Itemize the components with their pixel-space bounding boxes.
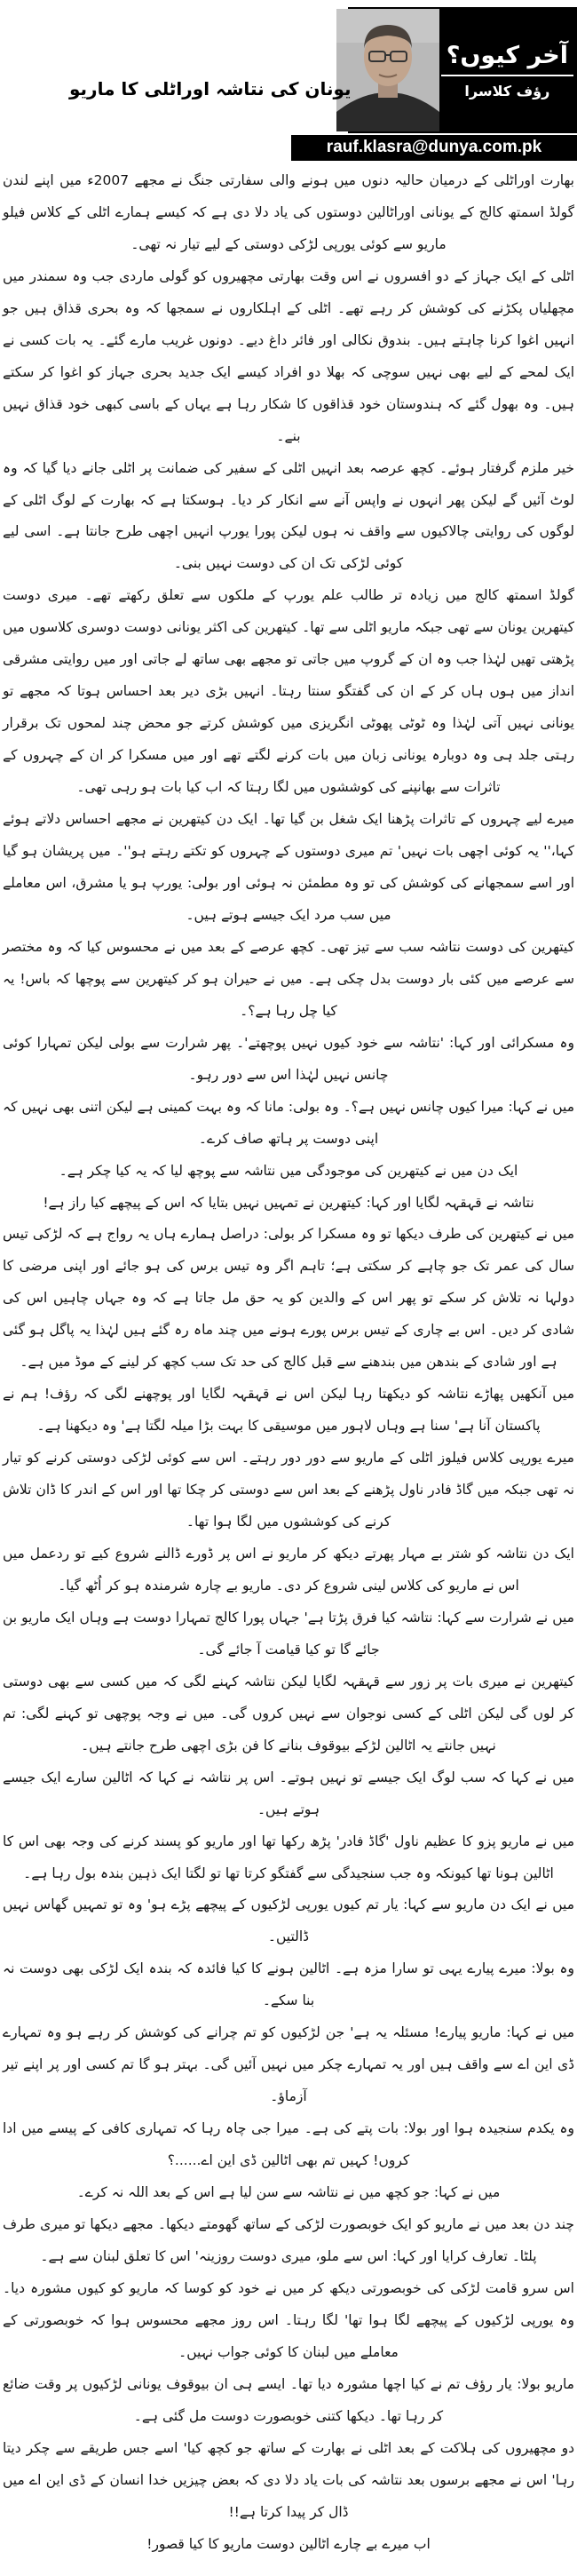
article-paragraph: میں نے ماریو پزو کا عظیم ناول 'گاڈ فادر' پڑھ رکھا تھا اور ماریو کو پسند کرنے کی وجہ بھی اس کا اٹالین ہونا تھا کیونکہ وہ جب سنجیدگی سے گفتگو کرتا تھا تو لگتا ایک ذہین بندہ بول رہا ہے۔ [3,1833,574,1881]
article-paragraph: ایک دن نتاشہ کو شتر بے مہار پھرتے دیکھ کر ماریو نے اس پر ڈورے ڈالنے شروع کیے تو ردعمل میں اس نے ماریو کی کلاس لینی شروع کر دی۔ ماریو بے چارہ شرمندہ ہو کر اُٹھ گیا۔ [3,1545,574,1594]
article-paragraph: کیتھرین کی دوست نتاشہ سب سے تیز تھی۔ کچھ عرصے کے بعد میں نے محسوس کیا کہ وہ مختصر سے عرصے میں کئی بار دوست بدل چکی ہے۔ میں نے حیران ہو کر کیتھرین سے پوچھا کہ باس! یہ کیا چل رہا ہے؟۔ [3,938,574,1019]
column-title: آخر کیوں؟ [441,41,573,76]
article-paragraph: میں نے کہا: میرا کیوں چانس نہیں ہے؟۔ وہ بولی: مانا کہ وہ بہت کمینی ہے لیکن اتنی بھی نہیں کہ اپنی دوست پر ہاتھ صاف کرے۔ [3,1098,574,1147]
author-name: رؤف کلاسرا [464,82,550,99]
article-paragraph: چند دن بعد میں نے ماریو کو ایک خوبصورت لڑکی کے ساتھ گھومتے دیکھا۔ مجھے دیکھا تو میری طرف پلٹا۔ تعارف کرایا اور کہا: اس سے ملو، میری دوست روزینہ' اس کا تعلق لبنان سے ہے۔ [3,2216,574,2264]
article-paragraph: میرے یورپی کلاس فیلوز اٹلی کے ماریو سے دور دور رہتے۔ اس سے کوئی لڑکی دوستی کرنے کو تیار نہ تھی جبکہ میں گاڈ فادر ناول پڑھنے کے بعد اس سے دوستی کر چکا تھا اور اس کے اندر کا ڈان تلاش کرنے کی کوششوں میں لگا ہوا تھا۔ [3,1450,574,1530]
article-paragraph: دو مچھیروں کی ہلاکت کے بعد اٹلی نے بھارت کے ساتھ جو کچھ کیا' اسے جس طریقے سے چکر دیتا رہا' اس نے مجھے برسوں بعد نتاشہ کی بات یاد دلا دی کہ بعض چیزیں خدا انسان کے ڈی این اے میں ڈال کر پیدا کرتا ہے!! [3,2439,574,2520]
article-paragraph: میں نے کیتھرین کی طرف دیکھا تو وہ مسکرا کر بولی: دراصل ہمارے ہاں یہ رواج ہے کہ لڑکی تیس سال کی عمر تک جو چاہے کر سکتی ہے؛ تاہم اگر وہ تیس برس کی ہو جائے اور اپنی مرضی کا دولہا نہ تلاش کر سکے تو پھر اس کے والدین کو یہ حق مل جاتا ہے کہ وہ جہاں چاہیں اس کی شادی کر دیں۔ اس بے چاری کے تیس برس پورے ہونے میں چند ماہ رہ گئے ہیں لہٰذا یہ پاگل ہو گئی ہے اور شادی کے بندھن میں بندھنے سے قبل کالج کی حد تک سب کچھ کر لینے کے موڈ میں ہے۔ [3,1226,574,1371]
author-photo [336,9,439,131]
masthead [348,7,577,133]
article-paragraph: میں نے کہا: جو کچھ میں نے نتاشہ سے سن لیا ہے اس کے بعد اللہ نہ کرے۔ [76,2184,501,2201]
article-paragraph: وہ بولا: میرے پیارے یہی تو سارا مزہ ہے۔ اٹالین ہونے کا کیا فائدہ کہ بندہ ایک لڑکی بھی دوست نہ بنا سکے۔ [3,1960,574,2009]
article-paragraph: میں نے کہا کہ سب لوگ ایک جیسے تو نہیں ہوتے۔ اس پر نتاشہ نے کہا کہ اٹالین سارے ایک جیسے ہوتے ہیں۔ [3,1769,574,1817]
article-paragraph: کیتھرین نے میری بات پر زور سے قہقہہ لگایا لیکن نتاشہ کہنے لگی کہ میں کسی سے بھی دوستی کر لوں گی لیکن اٹلی کے کسی نوجوان سے نہیں کروں گی۔ میں نے وجہ پوچھی تو کہنے لگی: تم نہیں جانتے یہ اٹالین لڑکے بیوقوف بنانے کا فن بڑی اچھی طرح جانتے ہیں۔ [3,1673,574,1753]
article-paragraph: میں آنکھیں پھاڑے نتاشہ کو دیکھتا رہا لیکن اس نے قہقہہ لگایا اور پوچھنے لگی کہ رؤف! ہم نے پاکستان آنا ہے' سنا ہے وہاں لاہور میں موسیقی کا بہت بڑا میلہ لگتا ہے' وہ دیکھنا ہے۔ [3,1386,574,1435]
article-title: یونان کی نتاشہ اوراٹلی کا ماریو [69,78,352,99]
article-paragraph: میں نے شرارت سے کہا: نتاشہ کیا فرق پڑتا ہے' جہاں پورا کالج تمہارا دوست ہے وہاں ایک ماریو بن جائے گا تو کیا قیامت آ جائے گی۔ [3,1609,574,1658]
masthead-text-block [439,9,575,131]
article-paragraph: گولڈ اسمتھ کالج میں زیادہ تر طالب علم یورپ کے ملکوں سے تعلق رکھتے تھے۔ میری دوست کیتھرین یونان سے تھی جبکہ ماریو اٹلی سے تھا۔ کیتھرین کی اکثر یونانی دوست دوسری کلاسوں میں پڑھتی تھیں لہٰذا جب وہ ان کے گروپ میں جاتی تو مجھے بھی ساتھ لے جاتی اور میں روایتی مشرقی انداز میں ہوں ہاں کر کے ان کی گفتگو سنتا رہتا۔ انہیں بڑی دیر بعد احساس ہوتا کہ مجھے تو یونانی نہیں آتی لہٰذا وہ ٹوٹی پھوٹی انگریزی میں کوشش کرتے جو محض چند لمحوں تک برقرار رہتی جلد ہی وہ دوبارہ یونانی زبان میں بات کرنے لگتے تھے اور میں مسکرا کر ان کے چہروں کے تاثرات سے بھانپنے کی کوششوں میں لگا رہتا کہ اب کیا بات ہو رہی تھی۔ [3,587,574,796]
article-body [0,165,577,2576]
article-paragraph: اس سرو قامت لڑکی کی خوبصورتی دیکھ کر میں نے خود کو کوسا کہ ماریو کو کیوں مشورہ دیا۔ وہ یورپی لڑکیوں کے پیچھے لگا ہوا تھا' لگا رہتا۔ اس روز مجھے محسوس ہوا کہ خوبصورتی کے معاملے میں لبنان کا کوئی جواب نہیں۔ [3,2279,574,2360]
article-paragraph: ایک دن میں نے کیتھرین کی موجودگی میں نتاشہ سے پوچھ لیا کہ یہ کیا چکر ہے۔ [59,1162,518,1179]
article-paragraph: وہ یکدم سنجیدہ ہوا اور بولا: بات پتے کی ہے۔ میرا جی چاہ رہا کہ تمہاری کافی کے پیسے میں ادا کروں! کہیں تم بھی اٹالین ڈی این اے......؟ [3,2120,574,2169]
masthead-box [348,7,577,133]
article-paragraph: میں نے ایک دن ماریو سے کہا: یار تم کیوں یورپی لڑکیوں کے پیچھے پڑے ہو' وہ تو تمہیں گھاس نہیں ڈالتیں۔ [3,1896,574,1945]
author-email: rauf.klasra@dunya.com.pk [291,135,577,161]
article-paragraph: میرے لیے چہروں کے تاثرات پڑھنا ایک شغل بن گیا تھا۔ ایک دن کیتھرین نے مجھے احساس دلاتے ہوئے کہا،'' یہ کوئی اچھی بات نہیں' تم میری دوستوں کے چہروں کو تکتے رہتے ہو''۔ میں پریشان ہو گیا اور اسے سمجھانے کی کوشش کی تو وہ مطمئن نہ ہوئی اور بولی: یورپ ہو یا مشرق، اس معاملے میں سب مرد ایک جیسے ہوتے ہیں۔ [3,811,574,923]
article-paragraph: اب میرے بے چارے اٹالین دوست ماریو کا کیا قصور! [146,2535,431,2552]
article-paragraph: اٹلی کے ایک جہاز کے دو افسروں نے اس وقت بھارتی مچھیروں کو گولی ماردی جب وہ سمندر میں مچھلیاں پکڑنے کی کوشش کر رہے تھے۔ اٹلی کے اہلکاروں نے سمجھا کہ وہ بحری قذاق ہیں جو انہیں اغوا کرنا چاہتے ہیں۔ بندوق نکالی اور فائر داغ دیے۔ دونوں غریب مارے گئے۔ یہ بات کسی نے ایک لمحے کے لیے بھی نہیں سوچی کہ بھلا دو افراد کیسے ایک جدید بحری جہاز کو اغوا کر سکتے ہیں۔ وہ بھول گئے کہ ہندوستان خود قذاقوں کا شکار رہا ہے یہاں کے باسی کبھی خود قذاق نہیں بنے۔ [3,267,574,444]
article-paragraph: نتاشہ نے قہقہہ لگایا اور کہا: کیتھرین نے تمہیں نہیں بتایا کہ اس کے پیچھے کیا راز ہے! [43,1194,534,1211]
article-paragraph: میں نے کہا: ماریو پیارے! مسئلہ یہ ہے' جن لڑکیوں کو تم چرانے کی کوشش کر رہے ہو وہ تمہارے ڈی این اے سے واقف ہیں اور یہ تمہارے چکر میں نہیں آئیں گی۔ بہتر ہو گا تم کسی اور پر اپنے تیر آزماؤ۔ [3,2024,574,2105]
column-header [0,0,577,165]
article-paragraph: ماریو بولا: یار رؤف تم نے کیا اچھا مشورہ دیا تھا۔ ایسے ہی ان بیوقوف یونانی لڑکیوں پر وقت ضائع کر رہا تھا۔ دیکھا کتنی خوبصورت دوست مل گئی ہے۔ [3,2375,574,2424]
article-paragraph: بھارت اوراٹلی کے درمیان حالیہ دنوں میں ہونے والی سفارتی جنگ نے مجھے 2007ء میں اپنے لندن گولڈ اسمتھ کالج کے یونانی اوراٹالین دوستوں کی یاد دلا دی ہے کہ کیسے ہمارے اٹلی کے کلاس فیلو ماریو سے کوئی یورپی لڑکی دوستی کے لیے تیار نہ تھی۔ [3,172,574,252]
article-paragraph: وہ مسکرائی اور کہا: 'نتاشہ سے خود کیوں نہیں پوچھتے'۔ پھر شرارت سے بولی لیکن تمہارا کوئی چانس نہیں لہٰذا اس سے دور رہو۔ [3,1034,574,1083]
article-paragraph: خیر ملزم گرفتار ہوئے۔ کچھ عرصہ بعد انہیں اٹلی کے سفیر کی ضمانت پر اٹلی جانے دیا گیا کہ وہ لوٹ آئیں گے لیکن پھر انہوں نے واپس آنے سے انکار کر دیا۔ ہوسکتا ہے کہ بھارت کے لوگ اٹلی کے لوگوں کی روایتی چالاکیوں سے واقف نہ ہوں لیکن پورا یورپ انہیں اچھی طرح جانتا ہے۔ اسی لیے کوئی لڑکی تک ان کی دوست نہیں بنی۔ [3,459,574,572]
